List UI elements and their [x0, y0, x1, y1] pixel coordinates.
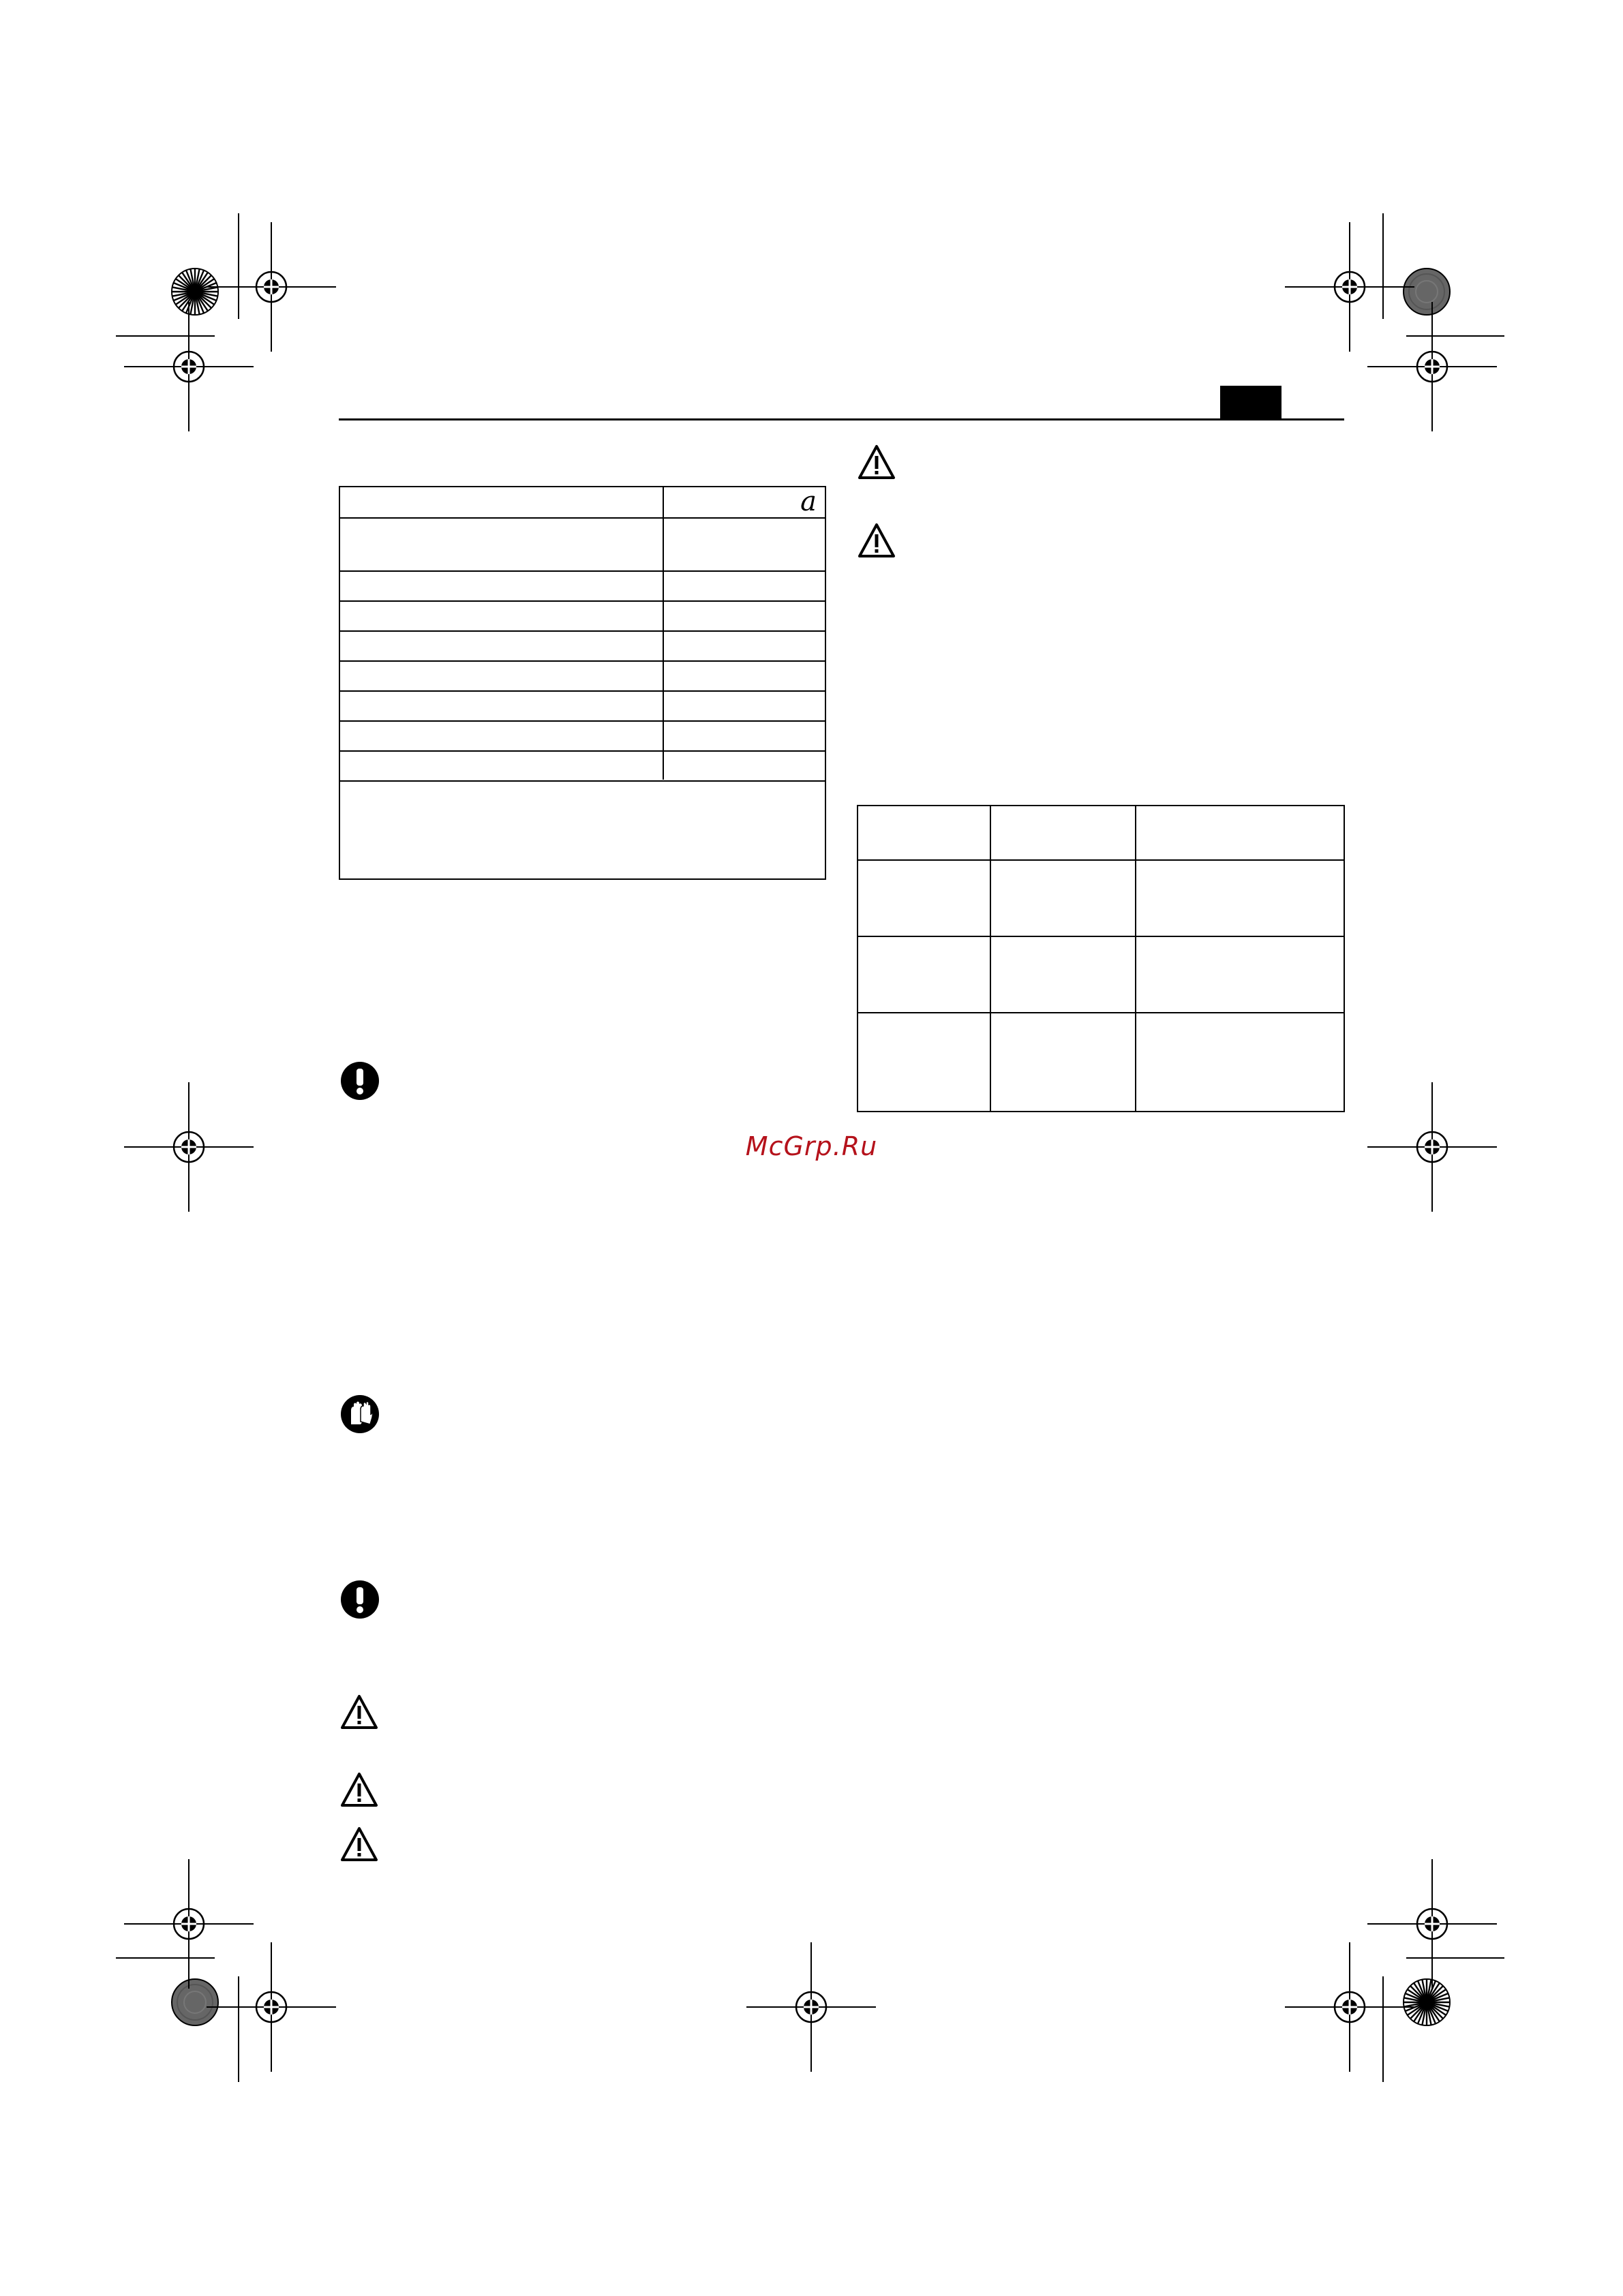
table-row [340, 690, 825, 722]
warning-triangle-icon [340, 1694, 378, 1730]
table-row [340, 630, 825, 662]
warning-triangle-icon [340, 1772, 378, 1807]
table-row [858, 936, 1344, 1013]
warning-triangle-icon [858, 444, 896, 480]
column-divider [663, 487, 664, 780]
header-rule [339, 418, 1344, 420]
gloves-icon [340, 1394, 380, 1434]
reference-table [857, 805, 1345, 1112]
exclamation-circle-icon [340, 1580, 380, 1619]
table-row [340, 487, 825, 519]
table-row [340, 750, 825, 782]
column-divider [1135, 806, 1136, 1111]
table-row [340, 600, 825, 632]
column-divider [990, 806, 991, 1111]
table-row [858, 859, 1344, 937]
table-row [340, 660, 825, 692]
exclamation-circle-icon [340, 1061, 380, 1101]
technical-data-table [339, 486, 826, 880]
table-row [340, 517, 825, 572]
watermark-link[interactable]: McGrp.Ru [745, 1131, 878, 1161]
warning-triangle-icon [858, 523, 896, 558]
section-tab [1220, 386, 1281, 420]
table-row [858, 806, 1344, 861]
table-row [340, 570, 825, 602]
warning-triangle-icon [340, 1826, 378, 1862]
column-header-symbol: a [800, 486, 817, 517]
table-row [340, 720, 825, 752]
